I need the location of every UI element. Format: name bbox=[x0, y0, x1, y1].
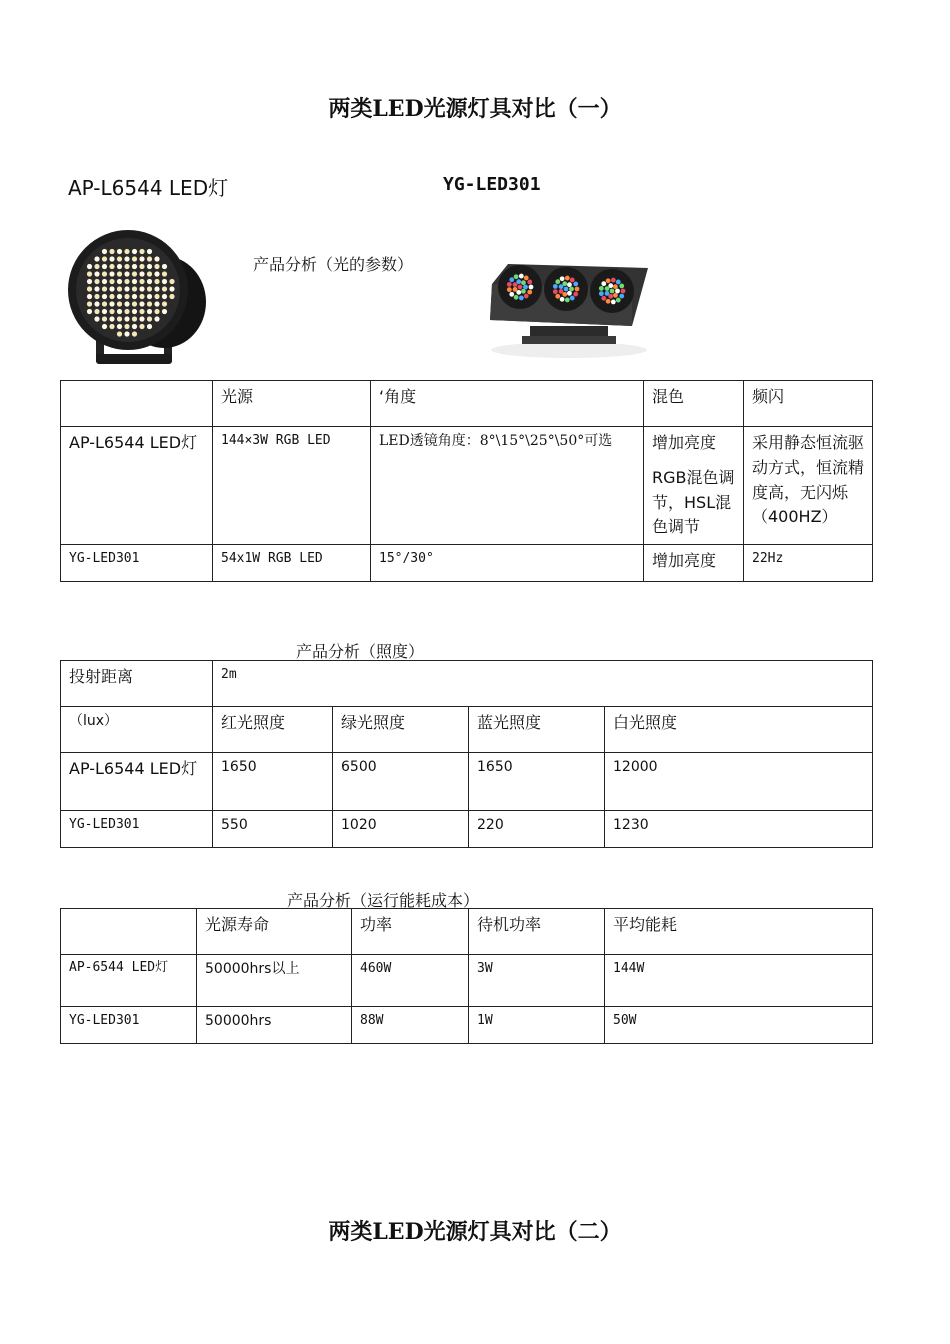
led-dot bbox=[87, 294, 92, 299]
led-dot bbox=[94, 264, 99, 269]
led-dot bbox=[139, 256, 144, 261]
table-cell: AP-L6544 LED灯 bbox=[61, 753, 213, 811]
table-cell: 6500 bbox=[333, 753, 469, 811]
table-header-row bbox=[61, 381, 873, 427]
table-cell: 460W bbox=[352, 955, 469, 1007]
led-dot bbox=[132, 316, 137, 321]
header-cell: （lux） bbox=[61, 707, 213, 753]
led-dot bbox=[611, 300, 616, 305]
led-dot bbox=[124, 294, 129, 299]
table-cell: 1W bbox=[469, 1007, 605, 1044]
led-dot bbox=[132, 264, 137, 269]
led-dot bbox=[154, 271, 159, 276]
table-row bbox=[61, 1007, 873, 1044]
led-dot bbox=[109, 256, 114, 261]
led-dot bbox=[139, 316, 144, 321]
led-par-light-image bbox=[66, 218, 216, 370]
led-dot bbox=[606, 299, 611, 304]
led-dot bbox=[516, 290, 521, 295]
led-bar-light-image bbox=[486, 254, 652, 358]
led-dot bbox=[519, 274, 524, 279]
led-dot bbox=[611, 278, 616, 283]
light-parameters-table bbox=[60, 380, 873, 582]
led-dot bbox=[507, 287, 512, 292]
led-dot bbox=[516, 279, 521, 284]
table-cell: YG-LED301 bbox=[61, 545, 213, 582]
led-dot bbox=[553, 289, 558, 294]
led-dot bbox=[570, 278, 575, 283]
page-title-one: 两类LED光源灯具对比（一） bbox=[328, 96, 622, 122]
table-cell: YG-LED301 bbox=[61, 811, 213, 848]
table-cell: 1230 bbox=[605, 811, 873, 848]
led-dot bbox=[109, 294, 114, 299]
led-dot bbox=[132, 324, 137, 329]
led-dot bbox=[154, 264, 159, 269]
table-cell: 1650 bbox=[213, 753, 333, 811]
led-dot bbox=[169, 286, 174, 291]
led-dot bbox=[109, 271, 114, 276]
led-dot bbox=[569, 287, 574, 292]
table-row bbox=[61, 661, 873, 707]
header-cell: 光源寿命 bbox=[197, 909, 352, 955]
led-dot bbox=[555, 279, 560, 284]
led-dot bbox=[117, 324, 122, 329]
led-dot bbox=[519, 296, 524, 301]
led-dot bbox=[619, 283, 624, 288]
header-cell: 待机功率 bbox=[469, 909, 605, 955]
led-dot bbox=[117, 271, 122, 276]
led-dot bbox=[147, 301, 152, 306]
led-dot bbox=[162, 309, 167, 314]
led-dot bbox=[162, 271, 167, 276]
led-dot bbox=[169, 279, 174, 284]
led-dot bbox=[132, 286, 137, 291]
led-dot bbox=[139, 286, 144, 291]
table-cell: LED透镜角度：8°\15°\25°\50°可选 bbox=[371, 427, 644, 545]
header-cell bbox=[61, 381, 213, 427]
led-dot bbox=[109, 264, 114, 269]
table-cell: 550 bbox=[213, 811, 333, 848]
caption-energy-cost: 产品分析（运行能耗成本） bbox=[287, 891, 480, 910]
table-row bbox=[61, 545, 873, 582]
led-dot bbox=[87, 279, 92, 284]
led-dot bbox=[154, 316, 159, 321]
led-dot bbox=[139, 271, 144, 276]
illuminance-table bbox=[60, 660, 873, 848]
led-dot bbox=[124, 331, 129, 336]
led-dot bbox=[124, 324, 129, 329]
header-cell: 平均能耗 bbox=[605, 909, 873, 955]
header-cell: 功率 bbox=[352, 909, 469, 955]
led-dot bbox=[139, 301, 144, 306]
led-dot bbox=[162, 286, 167, 291]
led-dot bbox=[117, 264, 122, 269]
led-dot bbox=[154, 256, 159, 261]
product-b-heading: YG-LED301 bbox=[443, 174, 541, 195]
led-dot bbox=[527, 279, 532, 284]
led-dot bbox=[154, 309, 159, 314]
led-dot bbox=[102, 271, 107, 276]
led-dot bbox=[139, 279, 144, 284]
led-dot bbox=[132, 301, 137, 306]
led-dot bbox=[102, 279, 107, 284]
led-dot bbox=[94, 309, 99, 314]
led-dot bbox=[567, 291, 572, 296]
energy-cost-table bbox=[60, 908, 873, 1044]
header-cell: ‘角度 bbox=[371, 381, 644, 427]
led-dot bbox=[518, 285, 523, 290]
led-dot bbox=[147, 324, 152, 329]
led-dot bbox=[87, 301, 92, 306]
led-dot bbox=[139, 324, 144, 329]
led-dot bbox=[132, 271, 137, 276]
mix-rgb-text: RGB混色调节，HSL混色调节 bbox=[652, 467, 735, 537]
led-dot bbox=[124, 286, 129, 291]
led-dot bbox=[514, 274, 519, 279]
led-dot bbox=[616, 298, 621, 303]
table-cell: 54x1W RGB LED bbox=[213, 545, 371, 582]
led-dot bbox=[559, 284, 564, 289]
table-cell: 15°/30° bbox=[371, 545, 644, 582]
led-dot bbox=[521, 280, 526, 285]
led-dot bbox=[147, 316, 152, 321]
table-cell: 22Hz bbox=[744, 545, 873, 582]
led-dot bbox=[573, 292, 578, 297]
led-dot bbox=[562, 292, 567, 297]
led-dot bbox=[102, 286, 107, 291]
led-dot bbox=[109, 279, 114, 284]
table-cell: 220 bbox=[469, 811, 605, 848]
led-dot bbox=[109, 301, 114, 306]
led-dot bbox=[601, 281, 606, 286]
led-dot bbox=[621, 289, 626, 294]
table-cell: 投射距离 bbox=[61, 661, 213, 707]
led-dot bbox=[599, 286, 604, 291]
led-dot bbox=[117, 331, 122, 336]
led-dot bbox=[102, 324, 107, 329]
led-dot bbox=[147, 249, 152, 254]
led-dot bbox=[553, 284, 558, 289]
led-dot bbox=[124, 264, 129, 269]
led-dot bbox=[162, 301, 167, 306]
led-dot bbox=[147, 279, 152, 284]
led-dot bbox=[139, 249, 144, 254]
led-dot bbox=[523, 285, 528, 290]
led-dot bbox=[154, 301, 159, 306]
led-dot bbox=[570, 296, 575, 301]
table-cell: YG-LED301 bbox=[61, 1007, 197, 1044]
led-dot bbox=[527, 290, 532, 295]
header-cell: 频闪 bbox=[744, 381, 873, 427]
led-dot bbox=[87, 286, 92, 291]
header-cell: 光源 bbox=[213, 381, 371, 427]
led-dot bbox=[567, 282, 572, 287]
led-dot bbox=[560, 276, 565, 281]
led-dot bbox=[117, 256, 122, 261]
led-dot bbox=[117, 301, 122, 306]
led-dot bbox=[608, 294, 613, 299]
led-dot bbox=[605, 286, 610, 291]
table-row bbox=[61, 955, 873, 1007]
led-dot bbox=[613, 284, 618, 289]
led-dot bbox=[573, 281, 578, 286]
table-cell: 1020 bbox=[333, 811, 469, 848]
led-dot bbox=[94, 316, 99, 321]
table-cell: 采用静态恒流驱动方式，恒流精度高，无闪烁（400HZ） bbox=[744, 427, 873, 545]
led-dot bbox=[560, 297, 565, 302]
led-dot bbox=[124, 256, 129, 261]
led-dot bbox=[162, 279, 167, 284]
led-dot bbox=[132, 256, 137, 261]
led-dot bbox=[124, 271, 129, 276]
table-cell: 2m bbox=[213, 661, 873, 707]
led-dot bbox=[102, 264, 107, 269]
table-cell: 50000hrs bbox=[197, 1007, 352, 1044]
table-cell: AP-L6544 LED灯 bbox=[61, 427, 213, 545]
led-dot bbox=[109, 249, 114, 254]
led-dot bbox=[154, 286, 159, 291]
led-dot bbox=[513, 287, 518, 292]
led-dot bbox=[109, 324, 114, 329]
led-dot bbox=[109, 316, 114, 321]
led-dot bbox=[529, 285, 534, 290]
led-dot bbox=[94, 301, 99, 306]
led-dot bbox=[513, 282, 518, 287]
led-dot bbox=[509, 292, 514, 297]
led-dot bbox=[616, 280, 621, 285]
led-dot bbox=[565, 276, 570, 281]
led-dot bbox=[124, 316, 129, 321]
header-cell: 红光照度 bbox=[213, 707, 333, 753]
table-cell: 1650 bbox=[469, 753, 605, 811]
led-dot bbox=[147, 286, 152, 291]
led-dot bbox=[562, 281, 567, 286]
led-dot bbox=[619, 294, 624, 299]
table-row bbox=[61, 811, 873, 848]
led-dot bbox=[601, 296, 606, 301]
led-dot bbox=[154, 294, 159, 299]
led-dot bbox=[606, 278, 611, 283]
led-dot bbox=[117, 294, 122, 299]
led-dot bbox=[117, 316, 122, 321]
led-dot bbox=[94, 286, 99, 291]
led-dot bbox=[117, 279, 122, 284]
led-dot bbox=[87, 271, 92, 276]
led-dot bbox=[132, 249, 137, 254]
led-dot bbox=[154, 279, 159, 284]
table-row bbox=[61, 753, 873, 811]
led-dot bbox=[599, 291, 604, 296]
led-dot bbox=[162, 294, 167, 299]
product-a-heading: AP-L6544 LED灯 bbox=[68, 176, 229, 200]
caption-light-parameters: 产品分析（光的参数） bbox=[253, 255, 414, 274]
led-dot bbox=[147, 256, 152, 261]
table-header-row bbox=[61, 707, 873, 753]
led-dot bbox=[613, 293, 618, 298]
led-dot bbox=[132, 309, 137, 314]
led-dot bbox=[94, 256, 99, 261]
led-dot bbox=[109, 286, 114, 291]
led-dot bbox=[559, 289, 564, 294]
led-dot bbox=[564, 287, 569, 292]
header-cell: 白光照度 bbox=[605, 707, 873, 753]
header-cell: 绿光照度 bbox=[333, 707, 469, 753]
table-header-row bbox=[61, 909, 873, 955]
led-dot bbox=[102, 309, 107, 314]
led-dot bbox=[139, 264, 144, 269]
led-dot bbox=[509, 277, 514, 282]
led-dot bbox=[132, 279, 137, 284]
led-dot bbox=[147, 264, 152, 269]
table-row bbox=[61, 427, 873, 545]
table-cell: 增加亮度 bbox=[644, 545, 744, 582]
page-title-two: 两类LED光源灯具对比（二） bbox=[328, 1219, 622, 1245]
led-dot bbox=[521, 289, 526, 294]
led-dot bbox=[87, 264, 92, 269]
led-dot bbox=[102, 249, 107, 254]
table-cell: 144×3W RGB LED bbox=[213, 427, 371, 545]
led-dot bbox=[147, 271, 152, 276]
led-dot bbox=[507, 282, 512, 287]
header-cell bbox=[61, 909, 197, 955]
header-cell: 混色 bbox=[644, 381, 744, 427]
table-cell: 50W bbox=[605, 1007, 873, 1044]
led-dot bbox=[575, 287, 580, 292]
led-dot bbox=[524, 294, 529, 299]
led-dot bbox=[524, 276, 529, 281]
led-dot bbox=[117, 309, 122, 314]
led-dot bbox=[610, 289, 615, 294]
led-dot bbox=[139, 309, 144, 314]
led-dot bbox=[132, 331, 137, 336]
led-dot bbox=[102, 294, 107, 299]
table-cell: AP-6544 LED灯 bbox=[61, 955, 197, 1007]
led-dot bbox=[87, 309, 92, 314]
led-dot bbox=[555, 294, 560, 299]
led-dot bbox=[139, 294, 144, 299]
led-dot bbox=[109, 309, 114, 314]
caption-illuminance: 产品分析（照度） bbox=[296, 642, 425, 661]
table-cell: 12000 bbox=[605, 753, 873, 811]
led-dot bbox=[117, 286, 122, 291]
led-dot bbox=[124, 279, 129, 284]
led-dot bbox=[94, 279, 99, 284]
led-dot bbox=[94, 271, 99, 276]
table-cell bbox=[644, 427, 744, 545]
table-cell: 3W bbox=[469, 955, 605, 1007]
led-dot bbox=[608, 283, 613, 288]
led-dot bbox=[514, 295, 519, 300]
led-dot bbox=[147, 294, 152, 299]
led-dot bbox=[102, 256, 107, 261]
led-dot bbox=[102, 301, 107, 306]
led-dot bbox=[162, 264, 167, 269]
led-dot bbox=[124, 301, 129, 306]
led-dot bbox=[102, 316, 107, 321]
header-cell: 蓝光照度 bbox=[469, 707, 605, 753]
led-dot bbox=[615, 289, 620, 294]
led-dot bbox=[132, 294, 137, 299]
table-cell: 144W bbox=[605, 955, 873, 1007]
led-dot bbox=[124, 309, 129, 314]
table-cell: 88W bbox=[352, 1007, 469, 1044]
led-dot bbox=[117, 249, 122, 254]
led-dot bbox=[565, 298, 570, 303]
led-dot bbox=[147, 309, 152, 314]
led-dot bbox=[605, 291, 610, 296]
table-cell: 50000hrs以上 bbox=[197, 955, 352, 1007]
led-dot bbox=[169, 294, 174, 299]
mix-brightness-text: 增加亮度 bbox=[652, 433, 717, 452]
led-dot bbox=[94, 294, 99, 299]
led-dot bbox=[124, 249, 129, 254]
